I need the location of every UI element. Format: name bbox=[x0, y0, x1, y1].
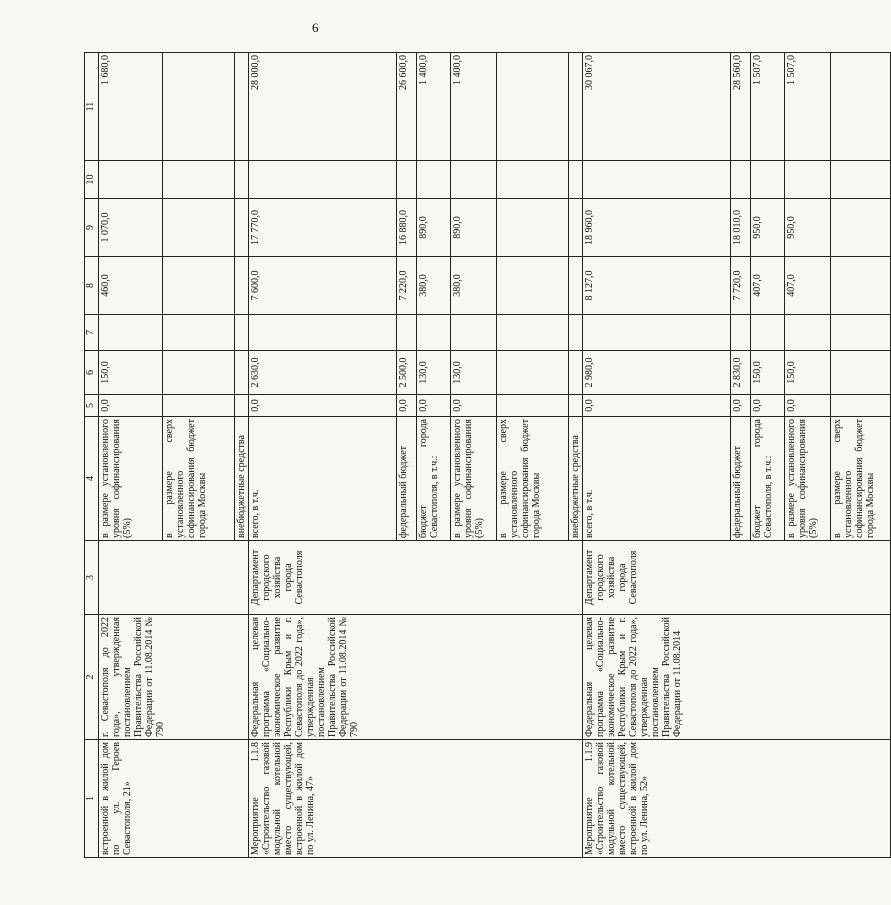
cell-col-4: внебюджетные средства bbox=[235, 417, 249, 541]
cell-col-7 bbox=[397, 315, 417, 351]
cell-col-9: 890,0 bbox=[417, 199, 451, 257]
cell-col-11: 28 560,0 bbox=[731, 53, 751, 161]
cell-col-11: 1 507,0 bbox=[785, 53, 831, 161]
cell-col-4: в размере сверх установленного софинансирования бюджет города Москвы bbox=[497, 417, 569, 541]
cell-col-11 bbox=[235, 53, 249, 161]
cell-col-10 bbox=[235, 161, 249, 199]
cell-col-2: Федеральная целевая программа «Социально-экономическое развитие Республики Крым и г. Севастополя до 2022 года», утвержденная постановлением Правительства Российской Федерации от 11.08.2014 bbox=[583, 615, 891, 740]
cell-col-5: 0,0 bbox=[583, 395, 731, 417]
cell-col-9: 950,0 bbox=[785, 199, 831, 257]
cell-col-6: 150,0 bbox=[785, 351, 831, 395]
cell-col-1: встроенной в жилой дом по ул. Героев Севастополя, 21» bbox=[99, 740, 249, 858]
cell-col-5 bbox=[831, 395, 891, 417]
cell-col-4: бюджет города Севастополя, в т.ч.: bbox=[751, 417, 785, 541]
cell-col-8: 7 720,0 bbox=[731, 257, 751, 315]
cell-col-10 bbox=[397, 161, 417, 199]
cell-col-10 bbox=[751, 161, 785, 199]
cell-col-4: федеральный бюджет bbox=[397, 417, 417, 541]
col-header-9: 9 bbox=[85, 199, 99, 257]
cell-col-7 bbox=[451, 315, 497, 351]
cell-col-8: 7 220,0 bbox=[397, 257, 417, 315]
cell-col-8 bbox=[235, 257, 249, 315]
cell-col-5: 0,0 bbox=[249, 395, 397, 417]
cell-col-8: 460,0 bbox=[99, 257, 163, 315]
cell-col-9 bbox=[831, 199, 891, 257]
cell-col-10 bbox=[731, 161, 751, 199]
col-header-7: 7 bbox=[85, 315, 99, 351]
cell-col-4: в размере сверх установленного софинансирования бюджет города Москвы bbox=[163, 417, 235, 541]
cell-col-6: 2 630,0 bbox=[249, 351, 397, 395]
table-row bbox=[249, 53, 397, 858]
cell-col-11: 1 400,0 bbox=[451, 53, 497, 161]
cell-col-10 bbox=[569, 161, 583, 199]
col-header-11: 11 bbox=[85, 53, 99, 161]
cell-col-8 bbox=[831, 257, 891, 315]
cell-col-6 bbox=[497, 351, 569, 395]
cell-col-10 bbox=[417, 161, 451, 199]
cell-col-5: 0,0 bbox=[99, 395, 163, 417]
cell-col-5: 0,0 bbox=[785, 395, 831, 417]
cell-col-11: 30 067,0 bbox=[583, 53, 731, 161]
cell-col-3: Департамент городского хозяйства города Севастополя bbox=[583, 541, 891, 615]
cell-col-11 bbox=[831, 53, 891, 161]
cell-col-8 bbox=[163, 257, 235, 315]
col-header-2: 2 bbox=[85, 615, 99, 740]
cell-col-11: 1 680,0 bbox=[99, 53, 163, 161]
cell-col-7 bbox=[163, 315, 235, 351]
budget-table bbox=[84, 52, 891, 858]
cell-col-11 bbox=[497, 53, 569, 161]
cell-col-4: бюджет города Севастополя, в т.ч.: bbox=[417, 417, 451, 541]
cell-col-1: Мероприятие 1.1.8 «Строительство газовой модульной котельной вместо существующей, встроенной в жилой дом по ул. Ленина, 47» bbox=[249, 740, 583, 858]
cell-col-6: 2 500,0 bbox=[397, 351, 417, 395]
cell-col-8: 380,0 bbox=[451, 257, 497, 315]
cell-col-7 bbox=[417, 315, 451, 351]
cell-col-1: Мероприятие 1.1.9 «Строительство газовой модульной котельной вместо существующей, встроенной в жилой дом по ул. Ленина, 52» bbox=[583, 740, 891, 858]
cell-col-9: 16 880,0 bbox=[397, 199, 417, 257]
cell-col-2: Федеральная целевая программа «Социально-экономическое развитие Республики Крым и г. Севастополя до 2022 года», утвержденная постановлением Правительства Российской Федерации от 11.08.2014 № 790 bbox=[249, 615, 583, 740]
cell-col-2: г. Севастополя до 2022 года», утвержденная постановлением Правительства Российской Федерации от 11.08.2014 № 790 bbox=[99, 615, 249, 740]
cell-col-9 bbox=[235, 199, 249, 257]
cell-col-4: в размере установленного уровня софинансирования (5%) bbox=[785, 417, 831, 541]
cell-col-10 bbox=[583, 161, 731, 199]
cell-col-5: 0,0 bbox=[731, 395, 751, 417]
col-header-1: 1 bbox=[85, 740, 99, 858]
cell-col-6: 130,0 bbox=[417, 351, 451, 395]
cell-col-6: 150,0 bbox=[99, 351, 163, 395]
cell-col-8 bbox=[569, 257, 583, 315]
cell-col-7 bbox=[99, 315, 163, 351]
rotated-table-area bbox=[84, 53, 876, 858]
cell-col-9: 18 960,0 bbox=[583, 199, 731, 257]
cell-col-9 bbox=[163, 199, 235, 257]
cell-col-8 bbox=[497, 257, 569, 315]
col-header-4: 4 bbox=[85, 417, 99, 541]
cell-col-5: 0,0 bbox=[417, 395, 451, 417]
col-header-3: 3 bbox=[85, 541, 99, 615]
cell-col-5: 0,0 bbox=[751, 395, 785, 417]
cell-col-4: федеральный бюджет bbox=[731, 417, 751, 541]
cell-col-6: 130,0 bbox=[451, 351, 497, 395]
cell-col-6 bbox=[569, 351, 583, 395]
cell-col-4: всего, в т.ч. bbox=[583, 417, 731, 541]
cell-col-7 bbox=[235, 315, 249, 351]
cell-col-11: 1 507,0 bbox=[751, 53, 785, 161]
cell-col-8: 380,0 bbox=[417, 257, 451, 315]
cell-col-3 bbox=[99, 541, 249, 615]
cell-col-11 bbox=[163, 53, 235, 161]
cell-col-9: 17 770,0 bbox=[249, 199, 397, 257]
cell-col-5 bbox=[569, 395, 583, 417]
cell-col-5: 0,0 bbox=[397, 395, 417, 417]
cell-col-6: 150,0 bbox=[751, 351, 785, 395]
cell-col-4: в размере сверх установленного софинансирования бюджет города Москвы bbox=[831, 417, 891, 541]
cell-col-8: 407,0 bbox=[751, 257, 785, 315]
cell-col-9: 1 070,0 bbox=[99, 199, 163, 257]
col-header-8: 8 bbox=[85, 257, 99, 315]
cell-col-5: 0,0 bbox=[451, 395, 497, 417]
cell-col-4: в размере установленного уровня софинансирования (5%) bbox=[99, 417, 163, 541]
cell-col-9 bbox=[569, 199, 583, 257]
cell-col-7 bbox=[583, 315, 731, 351]
table-wrapper bbox=[84, 53, 876, 858]
cell-col-4: внебюджетные средства bbox=[569, 417, 583, 541]
cell-col-5 bbox=[497, 395, 569, 417]
cell-col-10 bbox=[785, 161, 831, 199]
cell-col-4: в размере установленного уровня софинансирования (5%) bbox=[451, 417, 497, 541]
cell-col-10 bbox=[163, 161, 235, 199]
cell-col-9: 18 010,0 bbox=[731, 199, 751, 257]
page-number: 6 bbox=[312, 20, 319, 35]
cell-col-8: 7 600,0 bbox=[249, 257, 397, 315]
cell-col-11: 1 400,0 bbox=[417, 53, 451, 161]
table-row bbox=[583, 53, 731, 858]
header-row bbox=[85, 53, 99, 858]
col-header-5: 5 bbox=[85, 395, 99, 417]
cell-col-7 bbox=[751, 315, 785, 351]
cell-col-11: 28 000,0 bbox=[249, 53, 397, 161]
cell-col-7 bbox=[249, 315, 397, 351]
cell-col-5 bbox=[235, 395, 249, 417]
col-header-6: 6 bbox=[85, 351, 99, 395]
cell-col-7 bbox=[497, 315, 569, 351]
cell-col-10 bbox=[451, 161, 497, 199]
cell-col-7 bbox=[569, 315, 583, 351]
cell-col-9 bbox=[497, 199, 569, 257]
cell-col-10 bbox=[249, 161, 397, 199]
cell-col-3: Департамент городского хозяйства города Севастополя bbox=[249, 541, 583, 615]
cell-col-8: 407,0 bbox=[785, 257, 831, 315]
cell-col-5 bbox=[163, 395, 235, 417]
cell-col-6: 2 980,0 bbox=[583, 351, 731, 395]
cell-col-9: 890,0 bbox=[451, 199, 497, 257]
cell-col-4: всего, в т.ч. bbox=[249, 417, 397, 541]
cell-col-8: 8 127,0 bbox=[583, 257, 731, 315]
cell-col-6 bbox=[163, 351, 235, 395]
cell-col-10 bbox=[497, 161, 569, 199]
cell-col-7 bbox=[785, 315, 831, 351]
cell-col-10 bbox=[831, 161, 891, 199]
cell-col-7 bbox=[731, 315, 751, 351]
cell-col-11: 26 600,0 bbox=[397, 53, 417, 161]
cell-col-6 bbox=[831, 351, 891, 395]
cell-col-11 bbox=[569, 53, 583, 161]
cell-col-9: 950,0 bbox=[751, 199, 785, 257]
cell-col-6 bbox=[235, 351, 249, 395]
table-body bbox=[99, 53, 891, 858]
col-header-10: 10 bbox=[85, 161, 99, 199]
cell-col-10 bbox=[99, 161, 163, 199]
cell-col-7 bbox=[831, 315, 891, 351]
cell-col-6: 2 830,0 bbox=[731, 351, 751, 395]
table-row bbox=[99, 53, 163, 858]
